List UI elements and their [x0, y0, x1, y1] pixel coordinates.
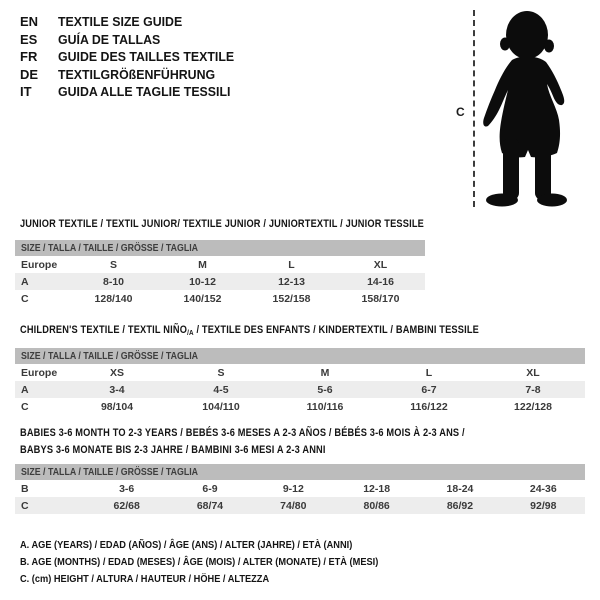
language-title: GUIDA ALLE TAGLIE TESSILI — [58, 84, 231, 100]
table-cell: 3-6 — [119, 482, 135, 495]
table-cell: 3-4 — [109, 383, 125, 396]
table-cell: 14-16 — [367, 275, 394, 288]
language-code: DE — [20, 66, 39, 82]
row-label: A — [21, 275, 29, 288]
table-cell: 158/170 — [361, 292, 400, 305]
babies-size-table — [15, 464, 585, 514]
table-cell: 62/68 — [113, 499, 140, 512]
table-cell: 140/152 — [183, 292, 222, 305]
baby-silhouette-icon — [482, 8, 574, 208]
language-title: GUÍA DE TALLAS — [58, 31, 161, 47]
table-header-label: SIZE / TALLA / TAILLE / GRÖSSE / TAGLIA — [21, 242, 199, 254]
row-label: A — [21, 383, 29, 396]
table-cell: 86/92 — [446, 499, 474, 512]
title-text: / TEXTILE DES ENFANTS / KINDERTEXTIL / BAMBINI TESSILE — [193, 324, 479, 336]
language-row — [20, 66, 243, 84]
table-cell: 6-7 — [421, 383, 437, 396]
table-cell: XS — [109, 366, 124, 379]
table-cell: 5-6 — [317, 383, 333, 396]
row-label: Europe — [21, 258, 58, 271]
table-cell: 80/86 — [363, 499, 390, 512]
table-header-bar — [15, 464, 585, 480]
table-cell: 8-10 — [102, 275, 124, 288]
table-cell: 10-12 — [189, 275, 216, 288]
table-row — [15, 290, 425, 307]
table-cell: 110/116 — [306, 400, 344, 413]
junior-size-table — [15, 240, 425, 307]
row-label: C — [21, 292, 29, 305]
table-cell: 92/98 — [530, 499, 557, 512]
table-row — [15, 364, 585, 381]
language-code: ES — [20, 31, 38, 47]
table-header-bar — [15, 240, 425, 256]
table-cell: M — [320, 366, 330, 379]
table-header-bar — [15, 348, 585, 364]
table-cell: 18-24 — [446, 482, 474, 495]
table-cell: S — [217, 366, 225, 379]
table-row — [15, 497, 585, 514]
table-cell: 6-9 — [202, 482, 218, 495]
language-code: IT — [20, 84, 32, 100]
footnote-b: B. AGE (MONTHS) / EDAD (MESES) / ÂGE (MOIS) / ALTER (MONATE) / ETÀ (MESI) — [20, 556, 379, 568]
footnote-c: C. (cm) HEIGHT / ALTURA / HAUTEUR / HÖHE / ALTEZZA — [20, 573, 270, 585]
junior-table-title: JUNIOR TEXTILE / TEXTIL JUNIOR/ TEXTILE JUNIOR / JUNIORTEXTIL / JUNIOR TESSILE — [20, 218, 424, 230]
table-cell: 4-5 — [213, 383, 229, 396]
table-cell: L — [288, 258, 295, 271]
table-cell: 7-8 — [525, 383, 541, 396]
table-cell: 122/128 — [514, 400, 552, 413]
table-header-label: SIZE / TALLA / TAILLE / GRÖSSE / TAGLIA — [21, 466, 199, 478]
title-subscript: /A — [187, 328, 194, 337]
children-table-title — [20, 322, 479, 342]
babies-table-title — [20, 425, 465, 458]
table-cell: 116/122 — [410, 400, 448, 413]
table-cell: M — [198, 258, 207, 271]
table-row — [15, 381, 585, 398]
title-line-1: BABIES 3-6 MONTH TO 2-3 YEARS / BEBÉS 3-6 MESES A 2-3 AÑOS / BÉBÉS 3-6 MOIS À 2-3 ANS / — [20, 427, 465, 439]
footnote-a: A. AGE (YEARS) / EDAD (AÑOS) / ÂGE (ANS) / ALTER (JAHRE) / ETÀ (ANNI) — [20, 539, 353, 551]
table-header-label: SIZE / TALLA / TAILLE / GRÖSSE / TAGLIA — [21, 350, 199, 362]
table-cell: 152/158 — [272, 292, 311, 305]
table-row — [15, 273, 425, 290]
height-measure-dashed-line — [473, 10, 475, 207]
table-cell: 98/104 — [100, 400, 134, 413]
table-cell: 68/74 — [196, 499, 224, 512]
table-cell: XL — [526, 366, 540, 379]
table-cell: 74/80 — [280, 499, 307, 512]
language-code: EN — [20, 14, 39, 30]
table-cell: 9-12 — [282, 482, 304, 495]
language-list — [20, 13, 243, 101]
table-cell: 12-13 — [278, 275, 305, 288]
language-row — [20, 31, 243, 49]
language-title: TEXTILGRÖßENFÜHRUNG — [58, 66, 216, 82]
row-label: C — [21, 400, 29, 413]
row-label: B — [21, 482, 29, 495]
language-title: GUIDE DES TAILLES TEXTILE — [58, 49, 235, 65]
table-body — [15, 480, 585, 514]
table-row — [15, 398, 585, 415]
table-cell: 128/140 — [94, 292, 133, 305]
height-c-label: C — [456, 105, 465, 119]
children-size-table — [15, 348, 585, 415]
table-body — [15, 256, 425, 307]
table-cell: 12-18 — [363, 482, 391, 495]
title-line-2: BABYS 3-6 MONATE BIS 2-3 JAHRE / BAMBINI 3-6 MESI A 2-3 ANNI — [20, 443, 326, 456]
language-row — [20, 83, 243, 101]
table-row — [15, 480, 585, 497]
table-row — [15, 256, 425, 273]
language-row — [20, 48, 243, 66]
table-cell: L — [425, 366, 433, 379]
table-body — [15, 364, 585, 415]
language-code: FR — [20, 49, 38, 65]
table-cell: XL — [373, 258, 388, 271]
row-label: C — [21, 499, 29, 512]
title-text: CHILDREN'S TEXTILE / TEXTIL NIÑO — [20, 324, 188, 336]
language-title: TEXTILE SIZE GUIDE — [58, 14, 183, 30]
table-cell: 24-36 — [529, 482, 557, 495]
row-label: Europe — [21, 366, 58, 379]
table-cell: S — [109, 258, 117, 271]
footnotes — [20, 537, 427, 588]
table-cell: 104/110 — [202, 400, 240, 413]
language-row — [20, 13, 243, 31]
